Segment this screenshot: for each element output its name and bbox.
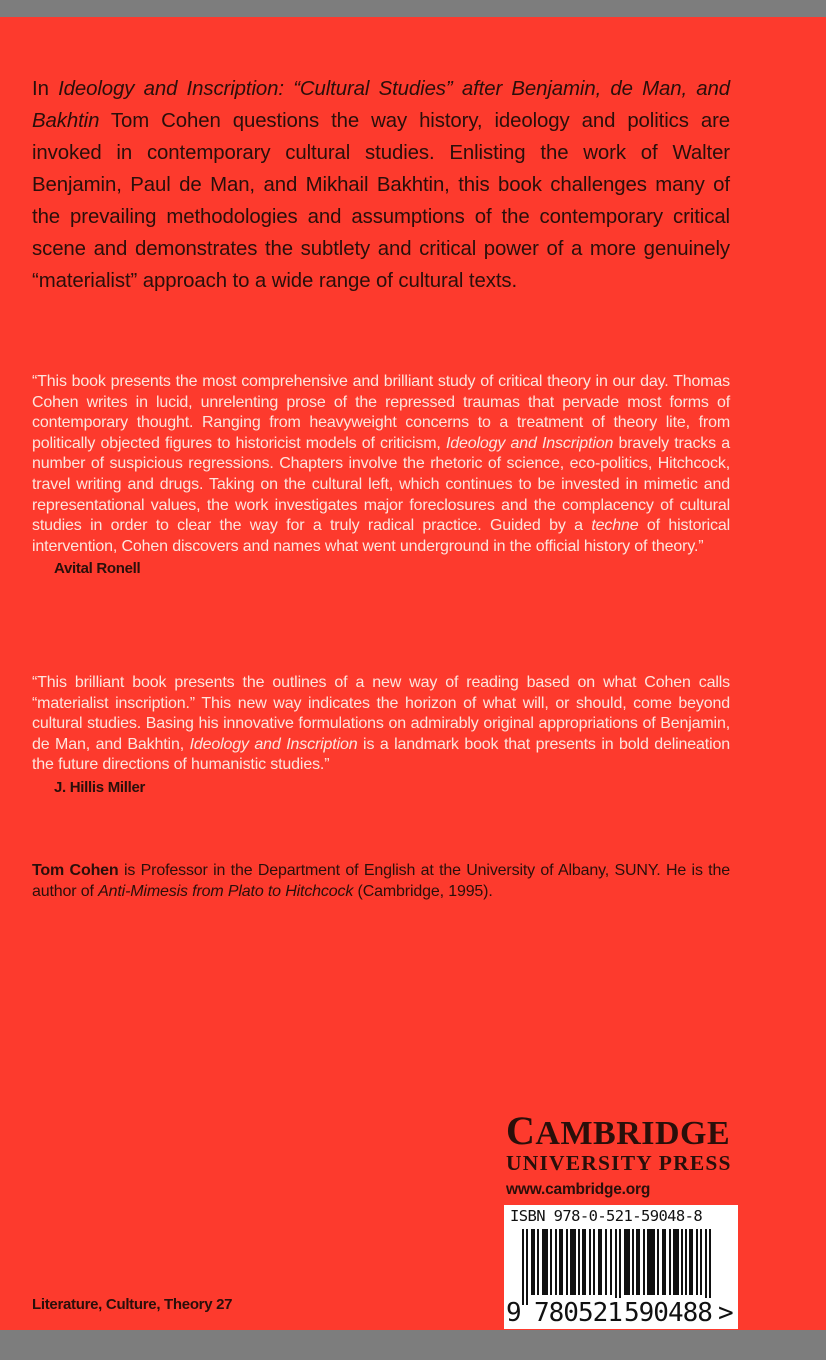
isbn-lead-digit: 9	[506, 1298, 521, 1328]
author-book-title: Anti-Mimesis from Plato to Hitchcock	[98, 882, 354, 900]
quote-part: is a landmark book that presents in bold delineation the future directions of humanistic studies.”	[32, 735, 730, 774]
publisher-name-cap: C	[506, 1108, 536, 1153]
endorsement-miller	[32, 673, 730, 799]
quiet-zone-arrow-icon: >	[718, 1298, 733, 1328]
isbn-group-1: 780521	[534, 1298, 622, 1328]
quote-attribution: Avital Ronell	[54, 560, 141, 578]
quote-title-italic: Ideology and Inscription	[445, 434, 614, 452]
bio-text	[32, 861, 730, 902]
bio-part: is Professor in the Department of English at the University of Albany, SUNY. He is the author of	[32, 862, 730, 900]
quote-attribution: J. Hillis Miller	[54, 778, 146, 796]
description-intro: In	[32, 78, 59, 100]
publisher-name	[506, 1108, 746, 1153]
back-cover	[0, 17, 826, 1330]
quote-part: bravely tracks a number of suspicious regressions. Chapters involve the rhetoric of science, eco-politics, Hitchcock, travel writing and drugs. Taking on the cultural left, which continues to be invested in mimetic and representational values, the work investigates major foreclosures and the complacency of cultural studies in order to clear the way for a truly radical practice. Guided by a	[32, 434, 730, 535]
quote-title-italic: Ideology and Inscription	[189, 735, 358, 753]
endorsement-ronell	[32, 372, 730, 580]
author-bio	[32, 861, 730, 902]
quote-part: “This book presents the most comprehensive and brilliant study of critical theory in our day. Thomas Cohen writes in lucid, unrelenting prose of the repressed traumas that pervade most forms of contemporary thought. Ranging from heavyweight concerns to a treatment of theory lite, from politically objected figures to historicist models of criticism,	[32, 373, 730, 452]
book-description	[32, 73, 730, 297]
publisher-name-rest: AMBRIDGE	[535, 1115, 731, 1152]
publisher-subtitle: UNIVERSITY PRESS	[506, 1151, 732, 1175]
series-label: Literature, Culture, Theory 27	[32, 1296, 233, 1313]
quote-part: “This brilliant book presents the outlines of a new way of reading based on what Cohen calls “materialist inscription.” This new way indicates the horizon of what will, or should, come beyond cultural studies. Basing his innovative formulations on admirably original appropriations of Benjamin, de Man, and Bakhtin,	[32, 674, 730, 753]
publisher-url: www.cambridge.org	[506, 1181, 651, 1198]
isbn-group-2: 590488	[624, 1298, 712, 1328]
publisher-logo	[506, 1108, 746, 1199]
book-title: Ideology and Inscription: “Cultural Studies” after Benjamin, de Man, and Bakhtin	[32, 78, 731, 132]
quote-techne-italic: techne	[591, 517, 639, 535]
quote-text	[32, 673, 730, 776]
description-paragraph	[32, 73, 730, 297]
description-body: Tom Cohen questions the way history, ideology and politics are invoked in contemporary cultural studies. Enlisting the work of Walter Benjamin, Paul de Man, and Mikhail Bakhtin, this book challenges many of the prevailing methodologies and assumptions of the contemporary critical scene and demonstrates the subtlety and critical power of a more genuinely “materialist” approach to a wide range of cultural texts.	[32, 110, 730, 292]
author-name: Tom Cohen	[32, 862, 119, 879]
quote-text	[32, 372, 730, 557]
quote-part: of historical intervention, Cohen discovers and names what went underground in the official history of theory.”	[32, 517, 730, 555]
isbn-label: ISBN 978-0-521-59048-8	[510, 1207, 703, 1225]
isbn-barcode	[504, 1205, 738, 1329]
bio-part: (Cambridge, 1995).	[353, 882, 493, 900]
barcode-bars-icon	[522, 1229, 722, 1305]
